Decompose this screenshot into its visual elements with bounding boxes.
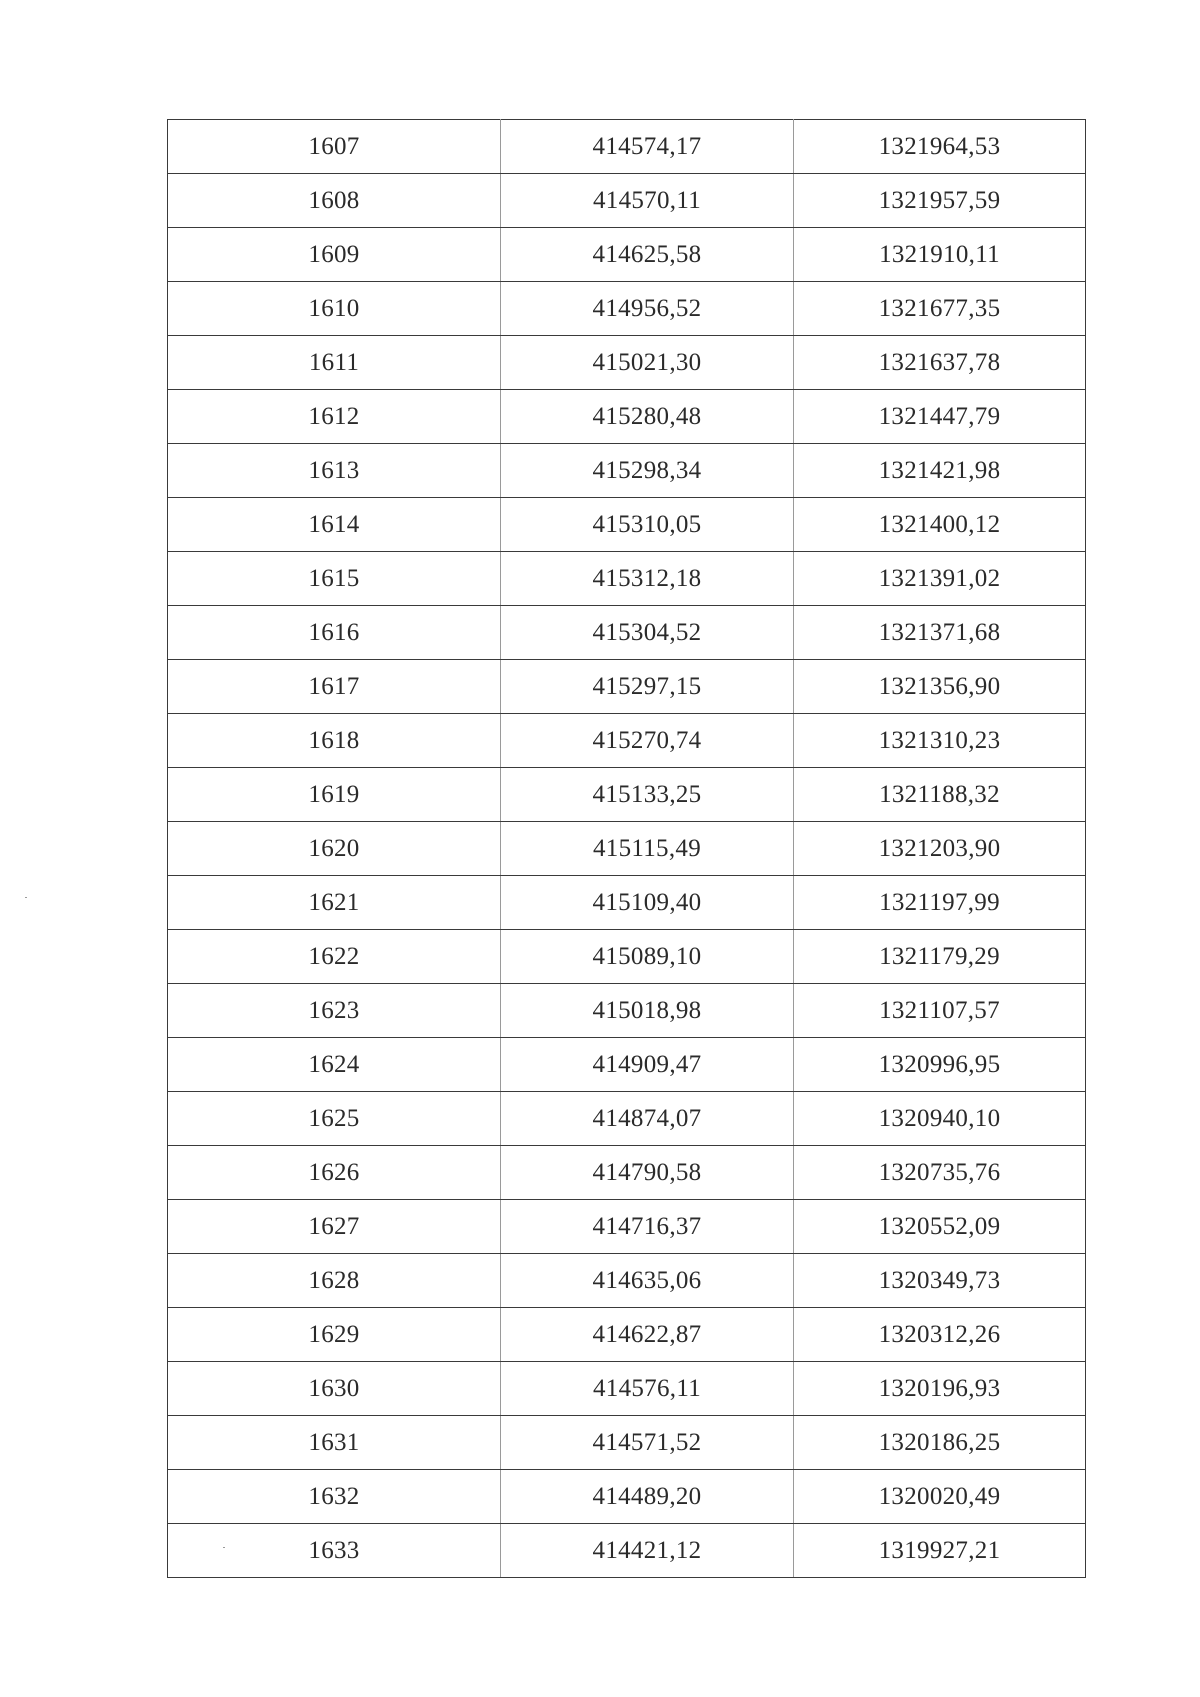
y-coordinate-cell: 1320312,26	[794, 1308, 1086, 1362]
point-number-cell: 1628	[168, 1254, 501, 1308]
y-coordinate-cell: 1321179,29	[794, 930, 1086, 984]
table-row	[168, 714, 1086, 768]
x-coordinate-cell: 415018,98	[501, 984, 794, 1038]
point-number-cell: 1618	[168, 714, 501, 768]
point-number-cell: 1624	[168, 1038, 501, 1092]
x-coordinate-cell: 414635,06	[501, 1254, 794, 1308]
x-coordinate-cell: 414909,47	[501, 1038, 794, 1092]
table-row	[168, 660, 1086, 714]
x-coordinate-cell: 414571,52	[501, 1416, 794, 1470]
point-number-cell: 1621	[168, 876, 501, 930]
y-coordinate-cell: 1321391,02	[794, 552, 1086, 606]
x-coordinate-cell: 415310,05	[501, 498, 794, 552]
table-row	[168, 1362, 1086, 1416]
y-coordinate-cell: 1320996,95	[794, 1038, 1086, 1092]
x-coordinate-cell: 414956,52	[501, 282, 794, 336]
point-number-cell: 1611	[168, 336, 501, 390]
y-coordinate-cell: 1320940,10	[794, 1092, 1086, 1146]
x-coordinate-cell: 415133,25	[501, 768, 794, 822]
table-row	[168, 282, 1086, 336]
y-coordinate-cell: 1320196,93	[794, 1362, 1086, 1416]
table-row	[168, 1092, 1086, 1146]
x-coordinate-cell: 415270,74	[501, 714, 794, 768]
x-coordinate-cell: 415312,18	[501, 552, 794, 606]
point-number-cell: 1629	[168, 1308, 501, 1362]
y-coordinate-cell: 1320349,73	[794, 1254, 1086, 1308]
y-coordinate-cell: 1320735,76	[794, 1146, 1086, 1200]
coordinates-table-body	[168, 120, 1086, 1578]
x-coordinate-cell: 414874,07	[501, 1092, 794, 1146]
table-row	[168, 228, 1086, 282]
table-row	[168, 930, 1086, 984]
point-number-cell: 1617	[168, 660, 501, 714]
x-coordinate-cell: 414574,17	[501, 120, 794, 174]
y-coordinate-cell: 1321400,12	[794, 498, 1086, 552]
table-row	[168, 1524, 1086, 1578]
point-number-cell: 1613	[168, 444, 501, 498]
y-coordinate-cell: 1321197,99	[794, 876, 1086, 930]
point-number-cell: 1620	[168, 822, 501, 876]
x-coordinate-cell: 414489,20	[501, 1470, 794, 1524]
y-coordinate-cell: 1321310,23	[794, 714, 1086, 768]
y-coordinate-cell: 1321910,11	[794, 228, 1086, 282]
table-row	[168, 1038, 1086, 1092]
x-coordinate-cell: 415304,52	[501, 606, 794, 660]
point-number-cell: 1608	[168, 174, 501, 228]
coordinates-table	[167, 119, 1086, 1578]
x-coordinate-cell: 415021,30	[501, 336, 794, 390]
table-row	[168, 174, 1086, 228]
x-coordinate-cell: 415109,40	[501, 876, 794, 930]
y-coordinate-cell: 1321356,90	[794, 660, 1086, 714]
table-row	[168, 1470, 1086, 1524]
table-row	[168, 1200, 1086, 1254]
table-row	[168, 606, 1086, 660]
y-coordinate-cell: 1321957,59	[794, 174, 1086, 228]
point-number-cell: 1607	[168, 120, 501, 174]
table-row	[168, 1146, 1086, 1200]
point-number-cell: 1619	[168, 768, 501, 822]
y-coordinate-cell: 1321371,68	[794, 606, 1086, 660]
x-coordinate-cell: 415115,49	[501, 822, 794, 876]
point-number-cell: 1622	[168, 930, 501, 984]
table-row	[168, 1254, 1086, 1308]
point-number-cell: 1625	[168, 1092, 501, 1146]
point-number-cell: 1616	[168, 606, 501, 660]
y-coordinate-cell: 1321421,98	[794, 444, 1086, 498]
point-number-cell: 1627	[168, 1200, 501, 1254]
point-number-cell: 1631	[168, 1416, 501, 1470]
point-number-cell: 1609	[168, 228, 501, 282]
x-coordinate-cell: 414576,11	[501, 1362, 794, 1416]
table-row	[168, 120, 1086, 174]
y-coordinate-cell: 1321188,32	[794, 768, 1086, 822]
y-coordinate-cell: 1320020,49	[794, 1470, 1086, 1524]
y-coordinate-cell: 1321203,90	[794, 822, 1086, 876]
table-row	[168, 876, 1086, 930]
table-row	[168, 1416, 1086, 1470]
x-coordinate-cell: 414622,87	[501, 1308, 794, 1362]
y-coordinate-cell: 1321677,35	[794, 282, 1086, 336]
point-number-cell: 1633	[168, 1524, 501, 1578]
x-coordinate-cell: 414716,37	[501, 1200, 794, 1254]
table-row	[168, 336, 1086, 390]
x-coordinate-cell: 414570,11	[501, 174, 794, 228]
point-number-cell: 1615	[168, 552, 501, 606]
x-coordinate-cell: 415298,34	[501, 444, 794, 498]
y-coordinate-cell: 1321447,79	[794, 390, 1086, 444]
x-coordinate-cell: 414625,58	[501, 228, 794, 282]
y-coordinate-cell: 1321107,57	[794, 984, 1086, 1038]
x-coordinate-cell: 415089,10	[501, 930, 794, 984]
x-coordinate-cell: 415280,48	[501, 390, 794, 444]
point-number-cell: 1614	[168, 498, 501, 552]
table-row	[168, 984, 1086, 1038]
y-coordinate-cell: 1321637,78	[794, 336, 1086, 390]
point-number-cell: 1610	[168, 282, 501, 336]
table-row	[168, 390, 1086, 444]
scan-speck	[25, 897, 27, 898]
point-number-cell: 1632	[168, 1470, 501, 1524]
point-number-cell: 1612	[168, 390, 501, 444]
table-row	[168, 1308, 1086, 1362]
point-number-cell: 1623	[168, 984, 501, 1038]
point-number-cell: 1626	[168, 1146, 501, 1200]
table-row	[168, 768, 1086, 822]
x-coordinate-cell: 414790,58	[501, 1146, 794, 1200]
y-coordinate-cell: 1320186,25	[794, 1416, 1086, 1470]
table-row	[168, 552, 1086, 606]
y-coordinate-cell: 1319927,21	[794, 1524, 1086, 1578]
x-coordinate-cell: 414421,12	[501, 1524, 794, 1578]
point-number-cell: 1630	[168, 1362, 501, 1416]
y-coordinate-cell: 1321964,53	[794, 120, 1086, 174]
table-row	[168, 822, 1086, 876]
scan-speck	[223, 1547, 225, 1548]
table-row	[168, 498, 1086, 552]
x-coordinate-cell: 415297,15	[501, 660, 794, 714]
table-row	[168, 444, 1086, 498]
y-coordinate-cell: 1320552,09	[794, 1200, 1086, 1254]
